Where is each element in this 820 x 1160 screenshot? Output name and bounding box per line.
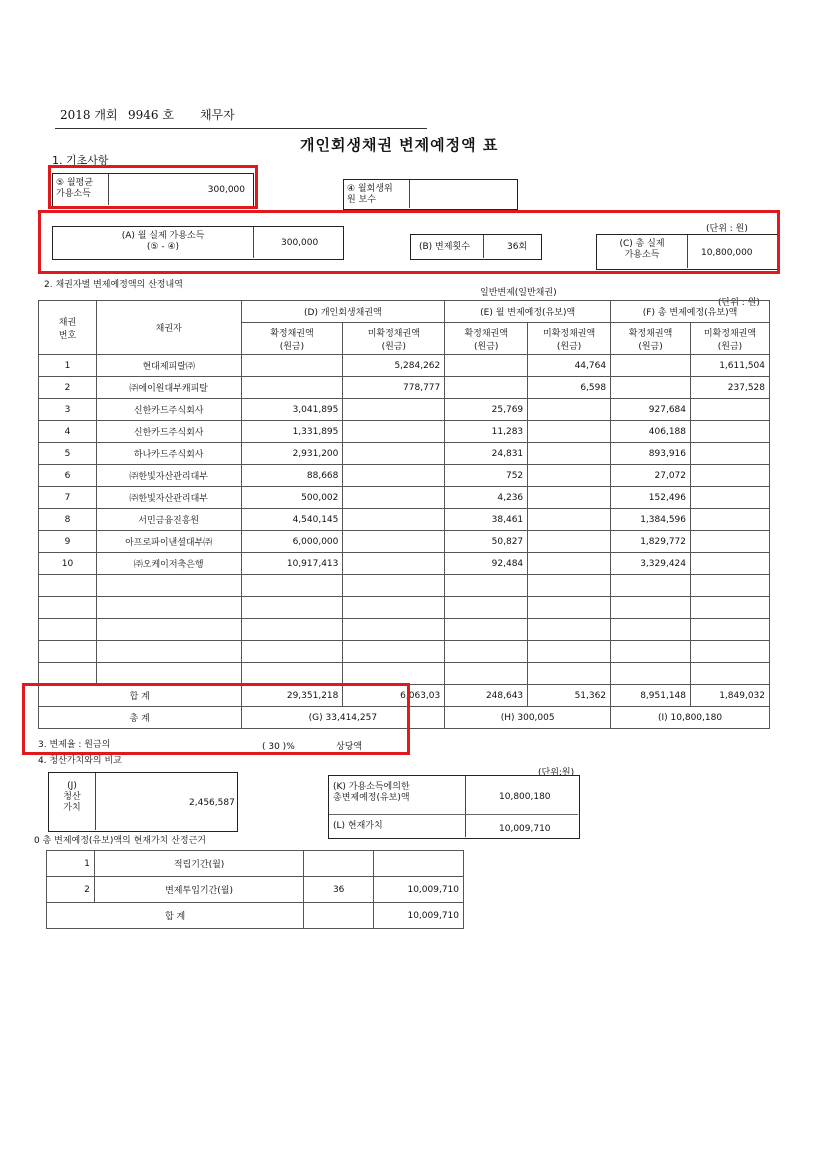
monthly-income-value: 300,000 bbox=[207, 185, 245, 195]
empty-cell bbox=[445, 575, 528, 597]
trustee-fee-box bbox=[343, 179, 518, 210]
cell-d1: 4,540,145 bbox=[241, 509, 343, 531]
pv-row bbox=[47, 851, 464, 877]
cell-e2: 44,764 bbox=[528, 355, 611, 377]
cell-e2 bbox=[528, 531, 611, 553]
header-f-unconfirmed: 미확정채권액 (원금) bbox=[691, 323, 770, 355]
cell-f1: 27,072 bbox=[611, 465, 691, 487]
highlight-income-row bbox=[38, 210, 780, 274]
payments-value: 36회 bbox=[507, 242, 528, 252]
header-e-confirmed: 확정채권액 (원금) bbox=[445, 323, 528, 355]
empty-row bbox=[39, 641, 770, 663]
sum-label: 합 계 bbox=[39, 685, 242, 707]
empty-cell bbox=[343, 663, 445, 685]
cell-name: 현대제피랄㈜ bbox=[96, 355, 241, 377]
table-row bbox=[39, 443, 770, 465]
pv-cell-label: 변제투입기간(월) bbox=[94, 877, 303, 903]
cell-no: 3 bbox=[39, 399, 97, 421]
cell-e1: 24,831 bbox=[445, 443, 528, 465]
creditor-rows bbox=[39, 355, 770, 575]
highlight-totals bbox=[22, 683, 410, 755]
empty-cell bbox=[445, 619, 528, 641]
header-rule bbox=[55, 128, 427, 129]
empty-row bbox=[39, 597, 770, 619]
cell-d2 bbox=[343, 443, 445, 465]
monthly-income-label: ⑤ 월평균 가용소득 bbox=[56, 178, 94, 199]
empty-cell bbox=[445, 597, 528, 619]
cell-no: 9 bbox=[39, 531, 97, 553]
liquidation-value-box bbox=[48, 772, 238, 832]
cell-d2: 5,284,262 bbox=[343, 355, 445, 377]
empty-cell bbox=[691, 597, 770, 619]
cell-e2 bbox=[528, 487, 611, 509]
cell-no: 1 bbox=[39, 355, 97, 377]
cell-f1: 893,916 bbox=[611, 443, 691, 465]
cell-name: ㈜에이원대부캐피탈 bbox=[96, 377, 241, 399]
cell-e2 bbox=[528, 443, 611, 465]
payments-label: (B) 변제횟수 bbox=[419, 242, 470, 252]
cell-d2 bbox=[343, 421, 445, 443]
empty-cell bbox=[343, 575, 445, 597]
table-row bbox=[39, 355, 770, 377]
section5-heading: 0 총 변제예정(유보)액의 현재가치 산정근거 bbox=[34, 836, 206, 846]
pv-sum-empty bbox=[304, 903, 374, 929]
cell-e2 bbox=[528, 465, 611, 487]
total-income-label: (C) 총 실제 가용소득 bbox=[619, 239, 665, 260]
cell-e1: 25,769 bbox=[445, 399, 528, 421]
empty-cell bbox=[528, 641, 611, 663]
cell-f2: 237,528 bbox=[691, 377, 770, 399]
liquidation-value: 2,456,587 bbox=[189, 798, 235, 808]
section4-unit: (단위:원) bbox=[538, 768, 575, 778]
empty-cell bbox=[611, 575, 691, 597]
section2-subtitle: 일반변제(일반채권) bbox=[480, 288, 557, 298]
debtor-label: 채무자 bbox=[200, 108, 235, 122]
table-row bbox=[39, 421, 770, 443]
empty-row bbox=[39, 619, 770, 641]
total-g: (G) 33,414,257 bbox=[241, 707, 445, 729]
empty-cell bbox=[96, 663, 241, 685]
table-row bbox=[39, 531, 770, 553]
cell-d2 bbox=[343, 465, 445, 487]
cell-e2 bbox=[528, 553, 611, 575]
cell-d2 bbox=[343, 399, 445, 421]
sum-d-unconfirmed: 6,063,03 bbox=[343, 685, 445, 707]
sum-e-confirmed: 248,643 bbox=[445, 685, 528, 707]
empty-cell bbox=[343, 597, 445, 619]
total-i: (I) 10,800,180 bbox=[611, 707, 770, 729]
cell-f1: 1,829,772 bbox=[611, 531, 691, 553]
cell-e1: 92,484 bbox=[445, 553, 528, 575]
pv-cell-months bbox=[304, 851, 374, 877]
empty-cell bbox=[241, 575, 343, 597]
empty-cell bbox=[39, 575, 97, 597]
creditor-table bbox=[38, 300, 770, 729]
header-d-unconfirmed: 미확정채권액 (원금) bbox=[343, 323, 445, 355]
section1-unit: (단위 : 원) bbox=[706, 224, 748, 234]
section2-unit: (단위 : 원) bbox=[718, 298, 760, 308]
cell-no: 4 bbox=[39, 421, 97, 443]
cell-d1: 500,002 bbox=[241, 487, 343, 509]
present-value-rows bbox=[47, 851, 464, 903]
trustee-fee-label: ④ 월회생위 원 보수 bbox=[347, 184, 393, 205]
cell-d2: 778,777 bbox=[343, 377, 445, 399]
pv-cell-label: 적립기간(월) bbox=[94, 851, 303, 877]
cell-d2 bbox=[343, 531, 445, 553]
cell-f2 bbox=[691, 399, 770, 421]
empty-cell bbox=[445, 641, 528, 663]
cell-no: 2 bbox=[39, 377, 97, 399]
empty-cell bbox=[241, 619, 343, 641]
cell-f1 bbox=[611, 377, 691, 399]
cell-name: ㈜오케이저축은행 bbox=[96, 553, 241, 575]
empty-row bbox=[39, 663, 770, 685]
empty-cell bbox=[691, 641, 770, 663]
case-number: 9946 호 bbox=[128, 108, 174, 122]
cell-f1: 152,496 bbox=[611, 487, 691, 509]
cell-d2 bbox=[343, 509, 445, 531]
cell-d2 bbox=[343, 553, 445, 575]
cell-f1: 1,384,596 bbox=[611, 509, 691, 531]
cell-f2 bbox=[691, 487, 770, 509]
cell-f2 bbox=[691, 421, 770, 443]
empty-cell bbox=[241, 597, 343, 619]
present-value-table bbox=[46, 850, 464, 929]
empty-cell bbox=[611, 619, 691, 641]
actual-income-value: 300,000 bbox=[281, 238, 319, 248]
table-row bbox=[39, 399, 770, 421]
section4-heading: 4. 청산가치와의 비교 bbox=[38, 756, 122, 766]
cell-f1: 406,188 bbox=[611, 421, 691, 443]
empty-rows bbox=[39, 575, 770, 685]
cell-name: ㈜한빛자산관리대부 bbox=[96, 487, 241, 509]
present-value-label: (L) 현재가치 bbox=[333, 821, 383, 831]
empty-cell bbox=[39, 663, 97, 685]
empty-cell bbox=[96, 575, 241, 597]
empty-cell bbox=[691, 619, 770, 641]
cell-e2 bbox=[528, 421, 611, 443]
empty-cell bbox=[39, 619, 97, 641]
cell-f1: 3,329,424 bbox=[611, 553, 691, 575]
section1-heading: 1. 기초사항 bbox=[52, 154, 109, 167]
empty-cell bbox=[39, 597, 97, 619]
cell-name: 하나카드주식회사 bbox=[96, 443, 241, 465]
header-f-confirmed: 확정채권액 (원금) bbox=[611, 323, 691, 355]
empty-row bbox=[39, 575, 770, 597]
cell-d1 bbox=[241, 377, 343, 399]
liquidation-value-label: (J) 청산 가치 bbox=[63, 781, 81, 813]
case-year: 2018 개회 bbox=[60, 108, 118, 122]
pv-cell-months: 36 bbox=[304, 877, 374, 903]
cell-e2: 6,598 bbox=[528, 377, 611, 399]
cell-e1: 752 bbox=[445, 465, 528, 487]
section3-heading: 3. 변제율 : 원금의 bbox=[38, 740, 111, 750]
pv-cell-no: 2 bbox=[47, 877, 95, 903]
cell-e2 bbox=[528, 509, 611, 531]
cell-d1: 6,000,000 bbox=[241, 531, 343, 553]
cell-e2 bbox=[528, 399, 611, 421]
cell-e1: 4,236 bbox=[445, 487, 528, 509]
pv-cell-value: 10,009,710 bbox=[374, 877, 464, 903]
cell-d1: 3,041,895 bbox=[241, 399, 343, 421]
actual-income-label: (A) 월 실제 가용소득 (⑤ - ④) bbox=[121, 231, 205, 252]
table-row bbox=[39, 509, 770, 531]
empty-cell bbox=[241, 663, 343, 685]
empty-cell bbox=[611, 641, 691, 663]
header-d: (D) 개인회생채권액 bbox=[241, 301, 445, 323]
cell-e1 bbox=[445, 355, 528, 377]
comparison-box bbox=[328, 775, 580, 839]
table-row bbox=[39, 465, 770, 487]
empty-cell bbox=[241, 641, 343, 663]
pv-cell-no: 1 bbox=[47, 851, 95, 877]
cell-f1 bbox=[611, 355, 691, 377]
cell-d1: 1,331,895 bbox=[241, 421, 343, 443]
page-title: 개인회생채권 변제예정액 표 bbox=[300, 136, 499, 154]
sum-f-unconfirmed: 1,849,032 bbox=[691, 685, 770, 707]
total-plan-value: 10,800,180 bbox=[499, 792, 551, 802]
cell-f2 bbox=[691, 443, 770, 465]
table-row bbox=[39, 377, 770, 399]
empty-cell bbox=[691, 575, 770, 597]
sum-d-confirmed: 29,351,218 bbox=[241, 685, 343, 707]
cell-e1: 50,827 bbox=[445, 531, 528, 553]
repayment-rate: ( 30 )% bbox=[262, 742, 295, 752]
empty-cell bbox=[528, 619, 611, 641]
empty-cell bbox=[528, 597, 611, 619]
header-d-confirmed: 확정채권액 (원금) bbox=[241, 323, 343, 355]
cell-no: 5 bbox=[39, 443, 97, 465]
empty-cell bbox=[445, 663, 528, 685]
cell-no: 7 bbox=[39, 487, 97, 509]
empty-cell bbox=[39, 641, 97, 663]
cell-name: 신한카드주식회사 bbox=[96, 421, 241, 443]
cell-name: 서민금융진흥원 bbox=[96, 509, 241, 531]
cell-f2: 1,611,504 bbox=[691, 355, 770, 377]
header-e: (E) 월 변제예정(유보)액 bbox=[445, 301, 611, 323]
cell-no: 10 bbox=[39, 553, 97, 575]
empty-cell bbox=[343, 641, 445, 663]
header-creditor: 채권자 bbox=[96, 301, 241, 355]
header-no: 채권 번호 bbox=[39, 301, 97, 355]
pv-sum-value: 10,009,710 bbox=[374, 903, 464, 929]
cell-name: ㈜한빛자산관리대부 bbox=[96, 465, 241, 487]
cell-f1: 927,684 bbox=[611, 399, 691, 421]
empty-cell bbox=[96, 597, 241, 619]
header-f: (F) 총 변제예정(유보)액 bbox=[611, 301, 770, 323]
repayment-rate-suffix: 상당액 bbox=[336, 742, 363, 752]
cell-d1 bbox=[241, 355, 343, 377]
empty-cell bbox=[611, 597, 691, 619]
header-e-unconfirmed: 미확정채권액 (원금) bbox=[528, 323, 611, 355]
cell-d1: 2,931,200 bbox=[241, 443, 343, 465]
cell-d1: 10,917,413 bbox=[241, 553, 343, 575]
empty-cell bbox=[528, 575, 611, 597]
cell-e1: 38,461 bbox=[445, 509, 528, 531]
cell-no: 8 bbox=[39, 509, 97, 531]
cell-f2 bbox=[691, 553, 770, 575]
empty-cell bbox=[96, 619, 241, 641]
cell-d2 bbox=[343, 487, 445, 509]
empty-cell bbox=[343, 619, 445, 641]
empty-cell bbox=[528, 663, 611, 685]
cell-d1: 88,668 bbox=[241, 465, 343, 487]
total-label: 총 계 bbox=[39, 707, 242, 729]
total-income-value: 10,800,000 bbox=[701, 248, 753, 258]
empty-cell bbox=[96, 641, 241, 663]
pv-sum-label: 합 계 bbox=[47, 903, 304, 929]
cell-e1: 11,283 bbox=[445, 421, 528, 443]
present-value: 10,009,710 bbox=[499, 824, 551, 834]
empty-cell bbox=[611, 663, 691, 685]
sum-e-unconfirmed: 51,362 bbox=[528, 685, 611, 707]
pv-row bbox=[47, 877, 464, 903]
table-row bbox=[39, 553, 770, 575]
total-plan-label: (K) 가용소득에의한 총변제예정(유보)액 bbox=[333, 782, 410, 803]
cell-f2 bbox=[691, 465, 770, 487]
sum-f-confirmed: 8,951,148 bbox=[611, 685, 691, 707]
cell-e1 bbox=[445, 377, 528, 399]
cell-name: 아프로파이낸셜대부㈜ bbox=[96, 531, 241, 553]
cell-f2 bbox=[691, 531, 770, 553]
empty-cell bbox=[691, 663, 770, 685]
cell-name: 신한카드주식회사 bbox=[96, 399, 241, 421]
pv-cell-value bbox=[374, 851, 464, 877]
total-h: (H) 300,005 bbox=[445, 707, 611, 729]
cell-f2 bbox=[691, 509, 770, 531]
highlight-income bbox=[48, 165, 258, 209]
table-row bbox=[39, 487, 770, 509]
section2-heading: 2. 채권자별 변제예정액의 산정내역 bbox=[44, 280, 183, 290]
cell-no: 6 bbox=[39, 465, 97, 487]
